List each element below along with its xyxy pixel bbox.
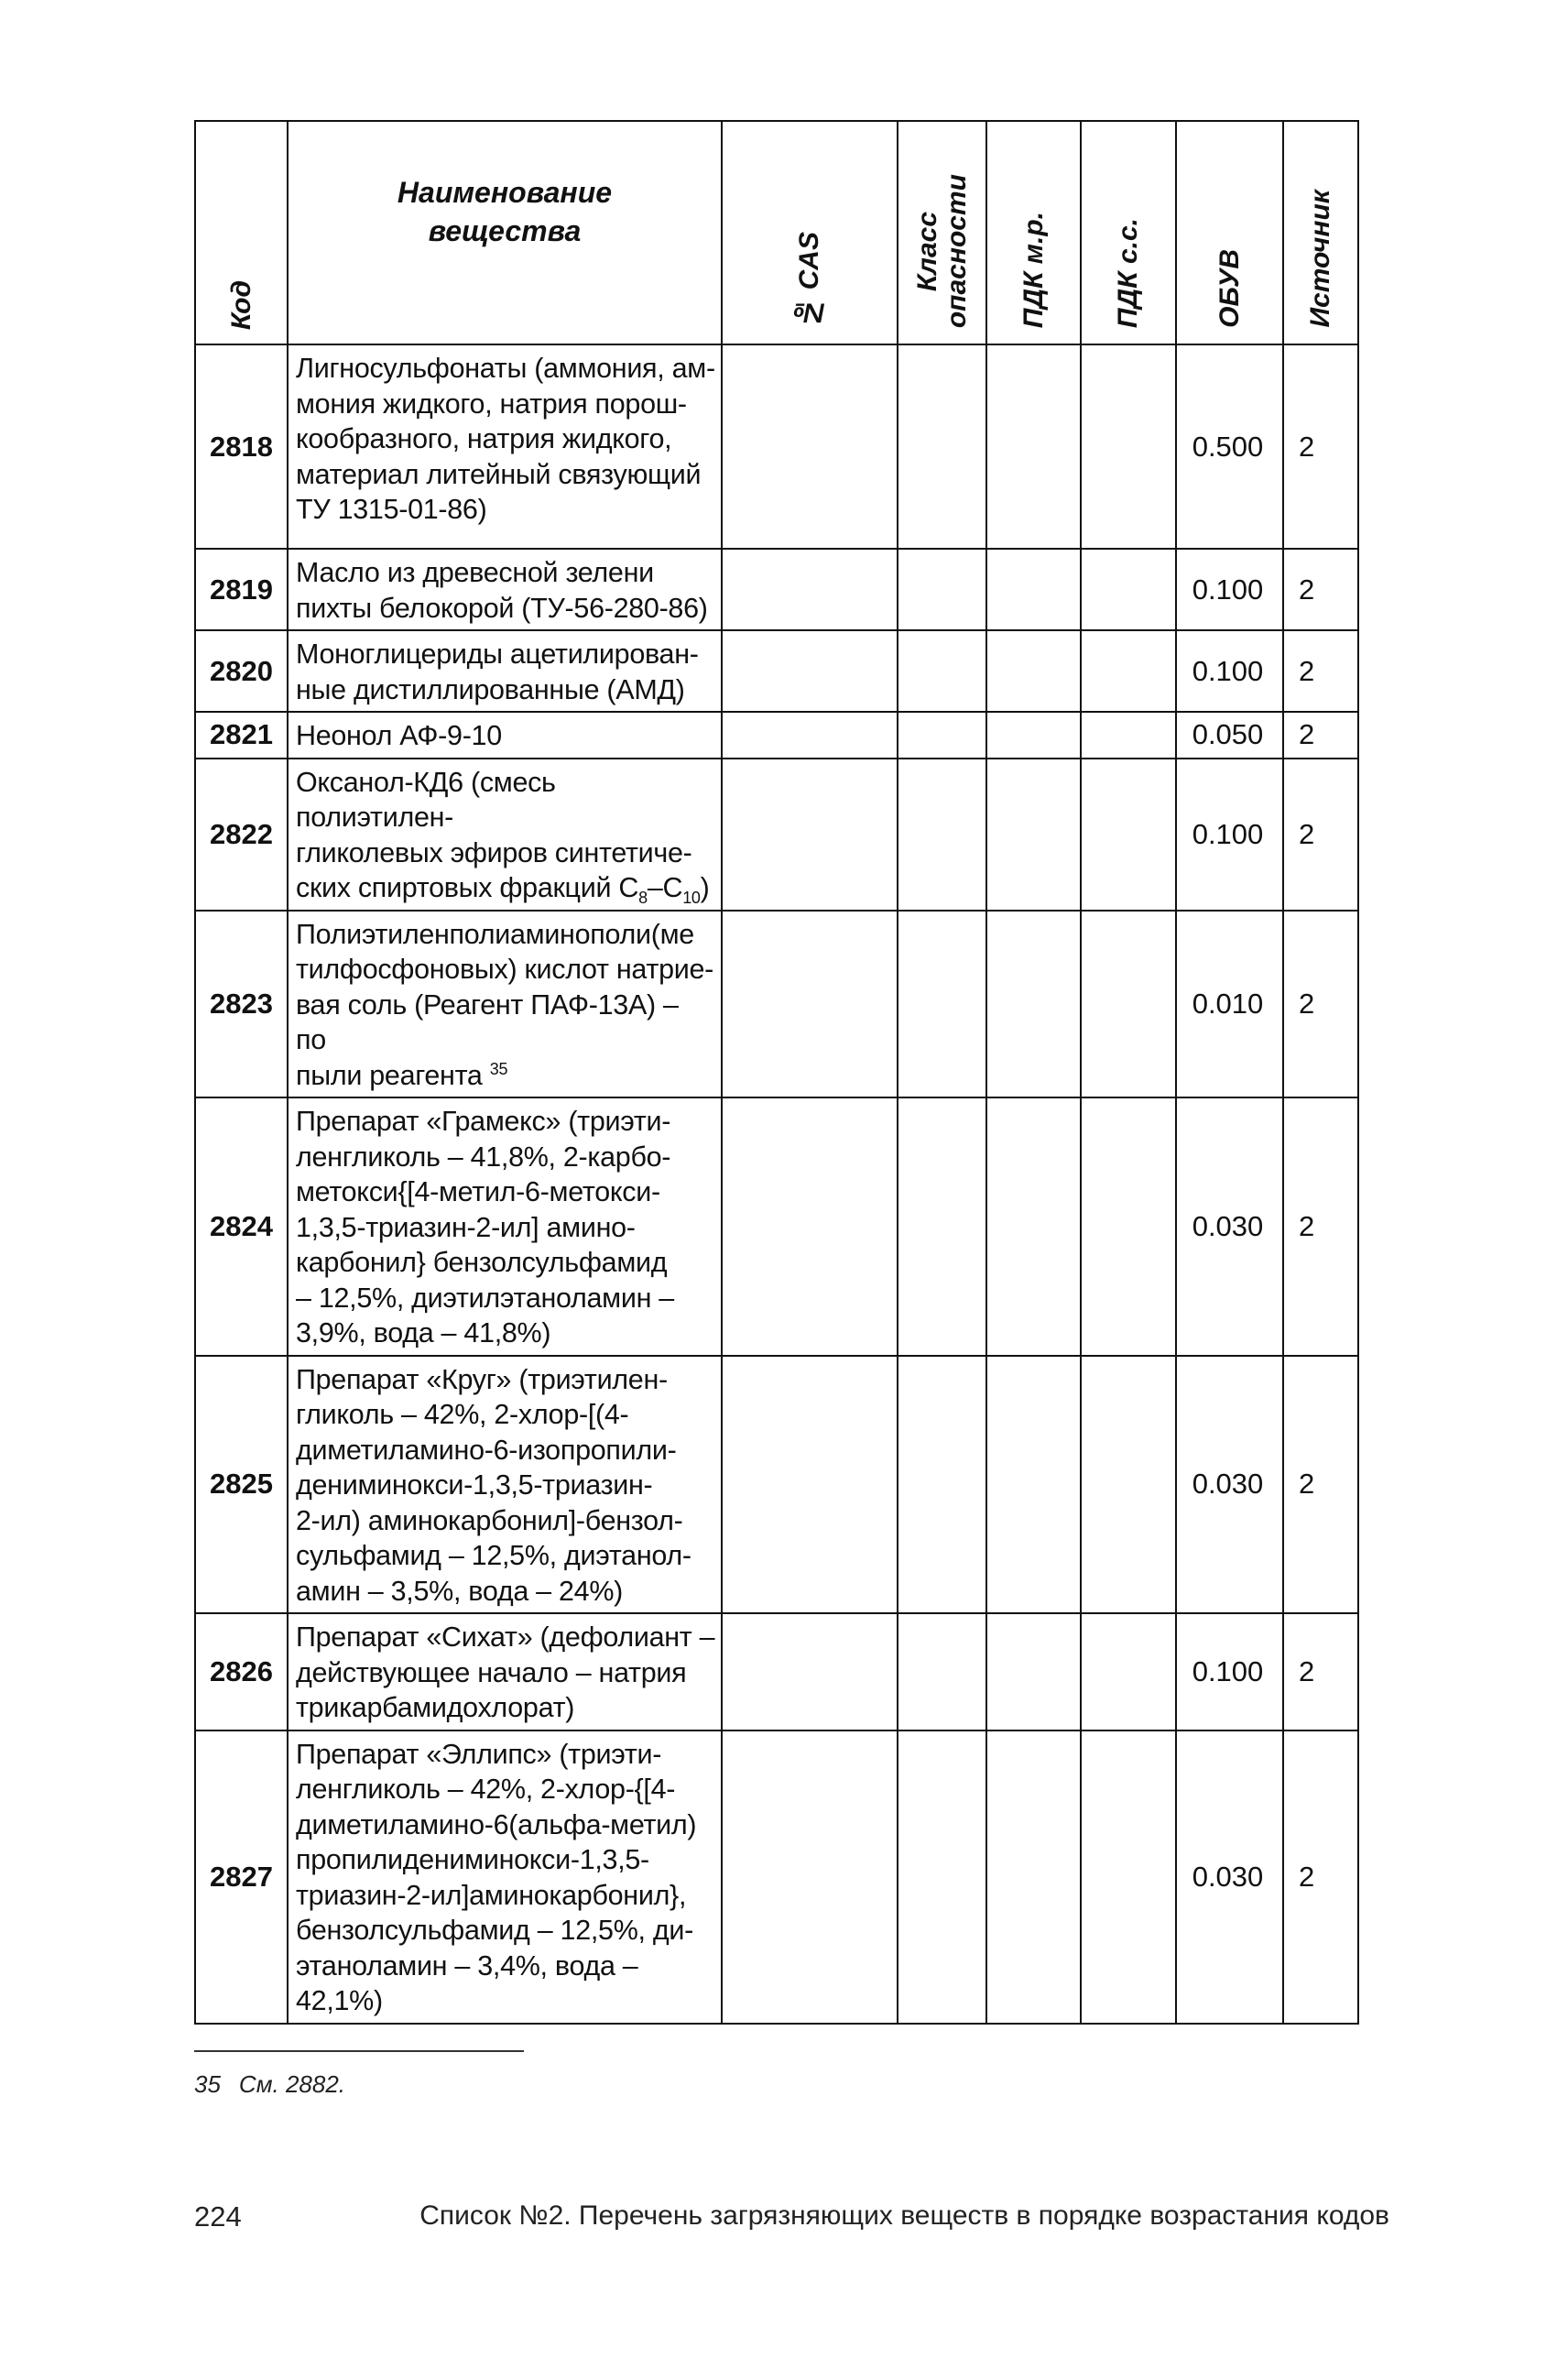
source-ref: 2 [1283, 630, 1358, 712]
substance-code: 2823 [195, 911, 288, 1098]
substance-name-line: бензолсульфамид – 12,5%, ди- [296, 1915, 693, 1946]
header-pdk-mr: ПДК м.р. [986, 121, 1081, 344]
pdk-ss [1081, 759, 1176, 911]
substance-name [288, 1613, 722, 1730]
substance-name-line [296, 870, 715, 906]
substance-name [288, 712, 722, 759]
substance-name-line: Лигносульфонаты (аммония, ам- [296, 353, 715, 384]
substance-code: 2821 [195, 712, 288, 759]
pdk-mr [986, 1097, 1081, 1356]
source-ref: 2 [1283, 1097, 1358, 1356]
substance-code: 2819 [195, 549, 288, 630]
header-hazard-line2: опасности [941, 173, 972, 328]
substance-name-line: 2-ил) аминокарбонил]-бензол- [296, 1504, 683, 1536]
cas-number [722, 1097, 898, 1356]
source-ref: 2 [1283, 911, 1358, 1098]
substance-name-line: мония жидкого, натрия порош- [296, 388, 687, 420]
pdk-ss [1081, 1097, 1176, 1356]
substance-name-line: материал литейный связующий [296, 458, 702, 490]
running-title: Список №2. Перечень загрязняющих веществ в порядке возрастания кодов [419, 2200, 1389, 2231]
substance-name-line [296, 1058, 715, 1094]
obuv-value: 0.100 [1176, 630, 1283, 712]
source-ref: 2 [1283, 344, 1358, 549]
obuv-value: 0.050 [1176, 712, 1283, 759]
table-row [195, 549, 1358, 630]
hazard-class [898, 344, 986, 549]
substances-table [194, 120, 1359, 2025]
pdk-ss [1081, 630, 1176, 712]
substance-name-line: Полиэтиленполиаминополи(ме [296, 918, 694, 950]
header-hazard-line1: Класс [911, 211, 942, 291]
substance-name-line: ные дистиллированные (АМД) [296, 673, 685, 705]
substance-name-line: вая соль (Реагент ПАФ-13А) – по [296, 988, 679, 1055]
substance-name-line: Препарат «Круг» (триэтилен- [296, 1363, 668, 1395]
substance-name-line: амин – 3,5%, вода – 24%) [296, 1575, 624, 1607]
hazard-class [898, 1613, 986, 1730]
hazard-class [898, 549, 986, 630]
table-row [195, 759, 1358, 911]
substance-name [288, 549, 722, 630]
substance-name-line: диметиламино-6-изопропили- [296, 1434, 677, 1466]
header-pdk-ss: ПДК с.с. [1081, 121, 1176, 344]
footnote [194, 2070, 345, 2099]
hazard-class [898, 911, 986, 1098]
substance-name [288, 1730, 722, 2024]
substance-name-line: 3,9%, вода – 41,8%) [296, 1317, 551, 1348]
obuv-value: 0.030 [1176, 1356, 1283, 1614]
substance-name-line: Моноглицериды ацетилирован- [296, 639, 699, 670]
table-row [195, 712, 1358, 759]
substance-name-line: метокси{[4-метил-6-метокси- [296, 1176, 660, 1207]
substance-name-line: тилфосфоновых) кислот натрие- [296, 954, 714, 985]
table-row [195, 1356, 1358, 1614]
header-hazard-class [898, 121, 986, 344]
substance-name-line: Неонол АФ-9-10 [296, 720, 502, 751]
obuv-value: 0.100 [1176, 549, 1283, 630]
substance-name-line: карбонил} бензолсульфамид [296, 1247, 668, 1278]
substance-name-line: сульфамид – 12,5%, диэтанол- [296, 1540, 691, 1571]
substance-code: 2825 [195, 1356, 288, 1614]
source-ref: 2 [1283, 1730, 1358, 2024]
substance-name-line: Препарат «Эллипс» (триэти- [296, 1738, 662, 1770]
hazard-class [898, 759, 986, 911]
cas-number [722, 1356, 898, 1614]
cas-number [722, 759, 898, 911]
substance-name [288, 344, 722, 549]
cas-number [722, 1730, 898, 2024]
substance-name-line: Масло из древесной зелени [296, 557, 654, 588]
pdk-mr [986, 759, 1081, 911]
pdk-mr [986, 1613, 1081, 1730]
source-ref: 2 [1283, 1356, 1358, 1614]
hazard-class [898, 630, 986, 712]
substance-name-line: кообразного, натрия жидкого, [296, 423, 672, 454]
substance-code: 2827 [195, 1730, 288, 2024]
cas-number [722, 911, 898, 1098]
source-ref: 2 [1283, 759, 1358, 911]
substance-name [288, 1097, 722, 1356]
substance-name-line: ленгликоль – 41,8%, 2-карбо- [296, 1141, 671, 1173]
substance-name-line: гликоль – 42%, 2-хлор-[(4- [296, 1399, 629, 1430]
substance-name-line: триазин-2-ил]аминокарбонил}, [296, 1879, 687, 1911]
header-name-line2: вещества [428, 214, 582, 247]
substance-name [288, 911, 722, 1098]
substance-name-line: пихты белокорой (ТУ-56-280-86) [296, 592, 708, 624]
pdk-ss [1081, 1356, 1176, 1614]
cas-number [722, 344, 898, 549]
substance-name-line: – 12,5%, диэтилэтаноламин – [296, 1282, 674, 1314]
obuv-value: 0.010 [1176, 911, 1283, 1098]
pdk-ss [1081, 1613, 1176, 1730]
substance-code: 2826 [195, 1613, 288, 1730]
pdk-mr [986, 712, 1081, 759]
pdk-mr [986, 630, 1081, 712]
pdk-ss [1081, 911, 1176, 1098]
substance-name-line: ТУ 1315-01-86) [296, 494, 487, 525]
table-row [195, 1730, 1358, 2024]
name-text: пыли реагента [296, 1059, 490, 1091]
obuv-value: 0.030 [1176, 1097, 1283, 1356]
substance-name-line: 1,3,5-триазин-2-ил] амино- [296, 1211, 636, 1243]
table-row [195, 911, 1358, 1098]
header-source: Источник [1283, 121, 1358, 344]
substance-code: 2822 [195, 759, 288, 911]
pdk-mr [986, 549, 1081, 630]
obuv-value: 0.500 [1176, 344, 1283, 549]
pdk-ss [1081, 712, 1176, 759]
substance-name-line: диметиламино-6(альфа-метил) [296, 1808, 697, 1840]
pdk-ss [1081, 549, 1176, 630]
substance-name-line: трикарбамидохлорат) [296, 1692, 575, 1723]
name-text: ) [700, 872, 710, 903]
substance-code: 2820 [195, 630, 288, 712]
substance-name-line: Препарат «Сихат» (дефолиант – [296, 1621, 715, 1653]
substance-name-line: действующее начало – натрия [296, 1656, 687, 1688]
substance-name [288, 630, 722, 712]
footnote-ref: 35 [489, 1059, 508, 1078]
footnote-divider [194, 2050, 524, 2052]
header-code: Код [195, 121, 288, 344]
table-row [195, 630, 1358, 712]
obuv-value: 0.100 [1176, 1613, 1283, 1730]
substance-name-line: гликолевых эфиров синтетиче- [296, 836, 692, 868]
header-obuv: ОБУВ [1176, 121, 1283, 344]
substance-name-line: этаноламин – 3,4%, вода – 42,1%) [296, 1949, 638, 2016]
pdk-mr [986, 1730, 1081, 2024]
cas-number [722, 549, 898, 630]
substance-name-line: Препарат «Грамекс» (триэти- [296, 1106, 671, 1137]
substance-name [288, 1356, 722, 1614]
hazard-class [898, 712, 986, 759]
source-ref: 2 [1283, 1613, 1358, 1730]
obuv-value: 0.030 [1176, 1730, 1283, 2024]
header-name-line1: Наименование [397, 176, 613, 209]
source-ref: 2 [1283, 712, 1358, 759]
cas-number [722, 630, 898, 712]
name-text: ских спиртовых фракций С [296, 872, 639, 903]
substance-name-line: ленгликоль – 42%, 2-хлор-{[4- [296, 1774, 676, 1805]
subscript: 10 [682, 889, 701, 908]
hazard-class [898, 1356, 986, 1614]
substance-name-line: пропилидениминокси-1,3,5- [296, 1844, 649, 1875]
table-row [195, 344, 1358, 549]
hazard-class [898, 1730, 986, 2024]
substance-name-line: Оксанол-КД6 (смесь полиэтилен- [296, 766, 556, 833]
header-name [288, 121, 722, 344]
header-cas: № CAS [722, 121, 898, 344]
obuv-value: 0.100 [1176, 759, 1283, 911]
pdk-ss [1081, 344, 1176, 549]
footnote-number: 35 [194, 2070, 221, 2098]
table-header-row [195, 121, 1358, 344]
hazard-class [898, 1097, 986, 1356]
pdk-mr [986, 1356, 1081, 1614]
cas-number [722, 712, 898, 759]
subscript: 8 [638, 889, 648, 908]
name-text: –С [647, 872, 683, 903]
substance-code: 2818 [195, 344, 288, 549]
substance-name [288, 759, 722, 911]
page-number: 224 [194, 2200, 242, 2233]
table-row [195, 1613, 1358, 1730]
pdk-ss [1081, 1730, 1176, 2024]
pdk-mr [986, 344, 1081, 549]
cas-number [722, 1613, 898, 1730]
pdk-mr [986, 911, 1081, 1098]
substance-code: 2824 [195, 1097, 288, 1356]
table-row [195, 1097, 1358, 1356]
source-ref: 2 [1283, 549, 1358, 630]
table-body [195, 344, 1358, 2024]
footnote-text: См. 2882. [238, 2070, 346, 2098]
substance-name-line: дениминокси-1,3,5-триазин- [296, 1469, 653, 1501]
